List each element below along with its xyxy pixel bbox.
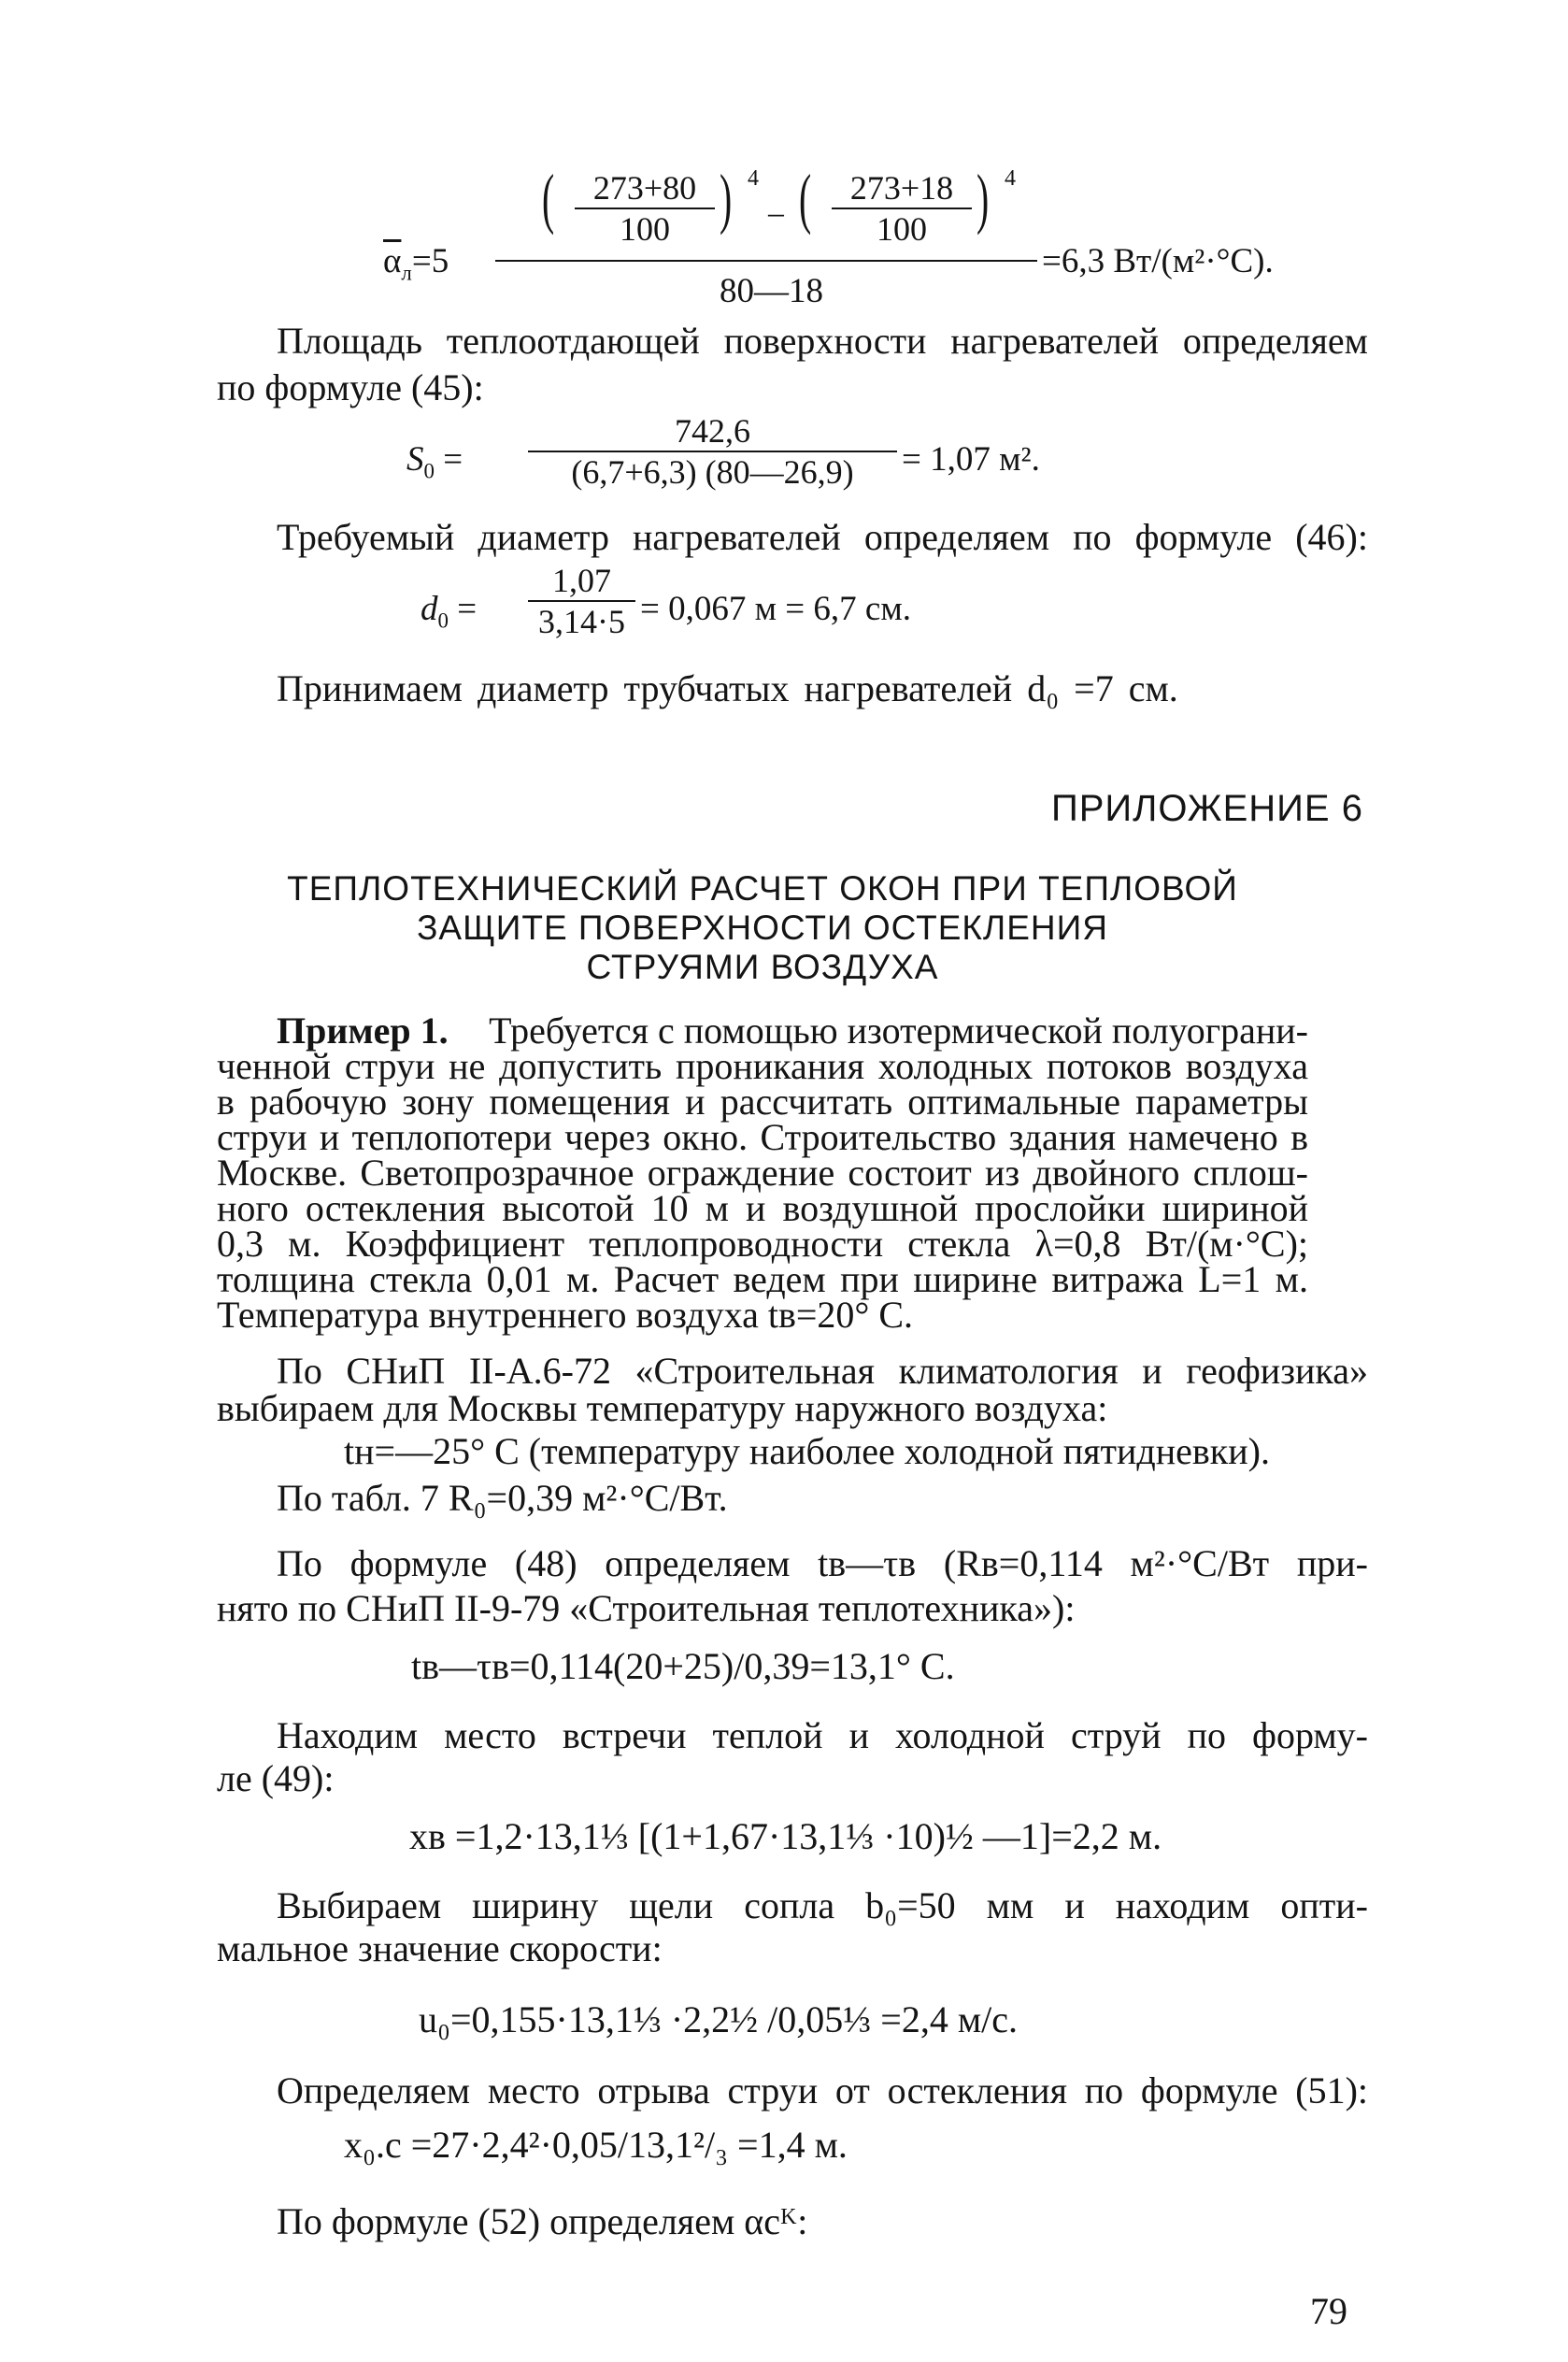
page-number: 79 [1310,2290,1347,2332]
para6-line1: Находим место встречи теплой и холодной струй по форму- [277,1714,1368,1756]
appendix-title-line3: СТРУЯМИ ВОЗДУХА [586,948,939,986]
para9: По формуле (52) определяем αсᴷ: [277,2200,808,2242]
minus-sign: − [766,197,786,236]
para1-line1: Площадь теплоотдающей поверхности нагревателей определяем [277,320,1368,362]
frac-inner-2: 273+18 100 [832,168,972,249]
example-line3: в рабочую зону помещения и рассчитать оптимальные параметры [217,1081,1308,1123]
appendix-title-line2: ЗАЩИТЕ ПОВЕРХНОСТИ ОСТЕКЛЕНИЯ [417,909,1108,947]
paren-close-2: ) [976,161,990,236]
example-line9: Температура внутреннего воздуха tв=20° С. [217,1294,914,1336]
para6-line2: ле (49): [217,1757,335,1799]
para7-line2: мальное значение скорости: [217,1927,663,1969]
formula-xb: xв =1,2·13,1⅓ [(1+1,67·13,1⅓ ·10)½ —1]=2,2 м. [409,1815,1162,1857]
formula-u0: u₀=0,155·13,1⅓ ·2,2½ /0,05⅓ =2,4 м/с. [419,1998,1018,2040]
example-line1: Требуется с помощью изотермической полуограни- [489,1009,1308,1052]
alpha-main-bar [495,260,1037,262]
example-line7: 0,3 м. Коэффициент теплопроводности стекла λ=0,8 Вт/(м·°С); [217,1223,1308,1265]
tn-line: tн=—25° С (температуру наиболее холодной пятидневки). [344,1430,1270,1472]
s0-result: = 1,07 м². [902,440,1040,479]
para4-line2: выбираем для Москвы температуру наружного воздуха: [217,1387,1108,1429]
frac-inner-1: 273+80 100 [575,168,715,249]
example-label: Пример 1. [277,1009,449,1052]
table-line: По табл. 7 R₀=0,39 м²·°С/Вт. [277,1477,728,1519]
alpha-result: =6,3 Вт/(м²·°С). [1042,242,1274,280]
example-line6: ного остекления высотой 10 м и воздушной прослойки шириной [217,1187,1308,1229]
para5-line1: По формуле (48) определяем tв—τв (Rв=0,114 м²·°С/Вт при- [277,1542,1368,1584]
paren-open-2: ( [799,161,812,236]
example-line8: толщина стекла 0,01 м. Расчет ведем при ширине витража L=1 м. [217,1258,1308,1300]
example-line4: струи и теплопотери через окно. Строительство здания намечено в [217,1116,1308,1158]
formula-tau: tв—τв=0,114(20+25)/0,39=13,1° С. [411,1645,955,1687]
para7-line1: Выбираем ширину щели сопла b₀=50 мм и находим опти- [277,1884,1368,1926]
example-line2: ченной струи не допустить проникания холодных потоков воздуха [217,1045,1308,1087]
d0-fraction: 1,07 3,14·5 [528,561,635,641]
para1-line2: по формуле (45): [217,366,484,408]
para4-line1: По СНиП II-А.6-72 «Строительная климатология и геофизика» [277,1350,1368,1392]
appendix-title-line1: ТЕПЛОТЕХНИЧЕСКИЙ РАСЧЕТ ОКОН ПРИ ТЕПЛОВОЙ [287,869,1238,908]
d0-lhs: $d_0$ = [421,590,478,633]
formula-xoc: x₀.с =27·2,4²·0,05/13,1²/₃ =1,4 м. [344,2124,848,2166]
alpha-denominator: 80—18 [720,272,823,310]
power-2: 4 [1005,166,1016,191]
example-line5: Москве. Светопрозрачное ограждение состоит из двойного сплош- [217,1152,1308,1194]
power-1: 4 [748,166,759,191]
d0-result: = 0,067 м = 6,7 см. [640,590,911,628]
s0-fraction: 742,6 (6,7+6,3) (80—26,9) [528,411,897,492]
alpha-lhs: $\overline{\alpha}_л=5$ [383,242,449,285]
para5-line2: нято по СНиП II-9-79 «Строительная теплотехника»): [217,1587,1076,1629]
para2: Требуемый диаметр нагревателей определяем по формуле (46): [277,516,1368,558]
para3: Принимаем диаметр трубчатых нагревателей d₀ =7 см. [277,667,1178,709]
para8: Определяем место отрыва струи от остекления по формуле (51): [277,2069,1368,2111]
paren-close-1: ) [720,161,733,236]
paren-open-1: ( [542,161,555,236]
appendix-label: ПРИЛОЖЕНИЕ 6 [1051,788,1363,829]
s0-lhs: $S_0$ = [406,440,463,483]
